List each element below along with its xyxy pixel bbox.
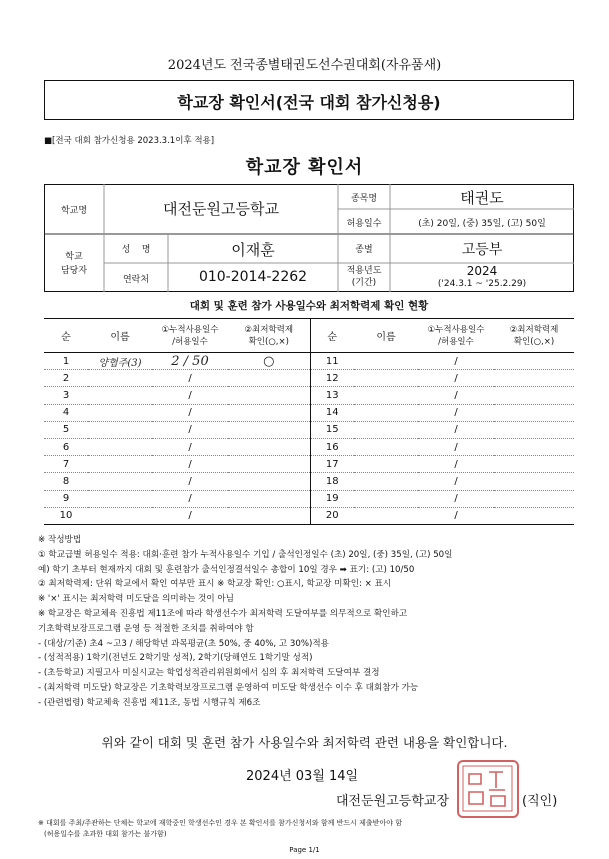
row-name	[354, 370, 418, 387]
row-name	[88, 421, 152, 438]
row-number: 13	[310, 387, 354, 404]
info-table	[44, 184, 574, 292]
row-name	[354, 490, 418, 507]
confirm-text: 위와 같이 대회 및 훈련 참가 사용일수와 최저학력 관련 내용을 확인합니다.	[101, 735, 508, 750]
footnote-1: ※ 대회를 주최/주관하는 단체는 학교에 재학중인 학생선수인 경우 본 확인서를 참가신청서와 함께 반드시 제출받아야 함	[38, 819, 402, 827]
row-name	[88, 370, 152, 387]
table-row	[44, 507, 574, 524]
row-days: /	[418, 404, 494, 421]
row-name	[88, 507, 152, 524]
row-number: 7	[44, 456, 88, 473]
row-grade	[494, 473, 574, 490]
note-line: ① 학교급별 허용일수 적용: 대회·훈련 참가 누적사용일수 기입 / 출석인정일수 (초) 20일, (중) 35일, (고) 50일	[38, 549, 453, 560]
row-grade	[494, 421, 574, 438]
col-name: 이름	[110, 332, 130, 343]
row-grade	[228, 438, 310, 455]
row-grade	[494, 507, 574, 524]
sport-value: 태권도	[460, 189, 504, 207]
school-value: 대전둔원고등학교	[163, 200, 279, 218]
gender-value: 고등부	[461, 242, 503, 258]
col-grade: ②최저학력제 확인(○,×)	[228, 319, 310, 353]
row-days: /	[418, 387, 494, 404]
row-days: /	[418, 507, 494, 524]
row-number: 5	[44, 421, 88, 438]
row-grade	[228, 387, 310, 404]
school-label: 학교명	[60, 206, 88, 216]
row-number: 20	[310, 507, 354, 524]
row-grade	[228, 404, 310, 421]
row-number: 17	[310, 456, 354, 473]
row-name	[88, 404, 152, 421]
form-note: ■[전국 대회 참가신청용 2023.3.1이후 적용]	[44, 136, 215, 146]
days-value: (초) 20일, (중) 35일, (고) 50일	[418, 219, 546, 229]
row-name	[88, 490, 152, 507]
note-line: ※ '×' 표시는 최저학력 미도달을 의미하는 것이 아님	[38, 594, 234, 605]
row-grade	[228, 370, 310, 387]
row-days: /	[418, 353, 494, 370]
row-days: /	[418, 438, 494, 455]
row-name	[354, 387, 418, 404]
box-title: 학교장 확인서(전국 대회 참가신청용)	[177, 93, 441, 112]
officer-label: 학교 담당자	[60, 252, 88, 276]
title-box	[44, 80, 574, 120]
row-number: 19	[310, 490, 354, 507]
row-days: /	[418, 473, 494, 490]
row-days: /	[418, 456, 494, 473]
days-label: 허용일수	[346, 219, 382, 229]
row-grade	[494, 353, 574, 370]
table-row	[44, 387, 574, 404]
table-row	[44, 438, 574, 455]
note-line: ※ 학교장은 학교체육 진흥법 제11조에 따라 학생선수가 최저학력 도달여부를 의무적으로 확인하고	[38, 608, 408, 619]
col-num: 순	[61, 332, 71, 343]
row-grade: ○	[228, 353, 310, 370]
row-days: /	[152, 404, 228, 421]
row-grade	[228, 421, 310, 438]
row-grade	[228, 473, 310, 490]
row-name	[354, 421, 418, 438]
row-number: 18	[310, 473, 354, 490]
official-seal	[457, 760, 519, 818]
contact-label: 연락처	[122, 275, 150, 285]
row-days: /	[418, 370, 494, 387]
gender-label: 종별	[355, 245, 373, 255]
row-number: 2	[44, 370, 88, 387]
signer-name: 대전둔원고등학교장	[336, 794, 450, 809]
seal-pattern	[459, 762, 516, 815]
row-number: 8	[44, 473, 88, 490]
year-label: 적용년도 (기간)	[346, 266, 382, 288]
note-line: - (관련법령) 학교체육 진흥법 제11조, 동법 시행규칙 제6조	[38, 697, 261, 708]
signed-date: 2024년 03월 14일	[246, 769, 359, 784]
row-grade	[494, 490, 574, 507]
col-num-right: 순	[327, 332, 338, 343]
row-grade	[228, 456, 310, 473]
row-days: /	[152, 507, 228, 524]
year-value: 2024	[466, 264, 498, 278]
sport-label: 종목명	[350, 194, 378, 204]
row-number: 1	[44, 353, 88, 370]
row-name: 양협주(3)	[88, 353, 152, 370]
seal-label: (직인)	[522, 794, 558, 809]
row-number: 11	[310, 353, 354, 370]
row-days: /	[418, 421, 494, 438]
row-name	[354, 456, 418, 473]
year-period: ('24.3.1 ~ '25.2.29)	[437, 279, 527, 289]
row-name	[88, 473, 152, 490]
table-row	[44, 370, 574, 387]
row-grade	[494, 370, 574, 387]
notes	[38, 533, 452, 711]
row-number: 14	[310, 404, 354, 421]
row-days: 2 / 50	[152, 353, 228, 370]
table-row	[44, 353, 574, 370]
col-days: ①누적사용일수 /허용일수	[161, 324, 219, 347]
note-line: - (최저학력 미도달) 학교장은 기초학력보장프로그램 운영하여 미도달 학생선수 이수 후 대회참가 가능	[38, 682, 419, 693]
table-row	[44, 490, 574, 507]
row-grade	[494, 404, 574, 421]
row-days: /	[152, 387, 228, 404]
note-line: 기초학력보장프로그램 운영 등 적절한 조치를 취하여야 함	[38, 623, 254, 634]
table-row	[44, 421, 574, 438]
name-label: 성 명	[121, 245, 151, 255]
footnote-2: (허용일수를 초과한 대회 참가는 불가함)	[44, 830, 167, 838]
row-grade	[228, 490, 310, 507]
row-name	[88, 456, 152, 473]
row-number: 15	[310, 421, 354, 438]
event-title: 2024년도 전국종별태권도선수권대회(자유품새)	[167, 58, 442, 73]
row-name	[354, 507, 418, 524]
row-days: /	[152, 421, 228, 438]
row-name	[354, 353, 418, 370]
row-name	[354, 473, 418, 490]
row-grade	[494, 456, 574, 473]
note-line: - (초등학교) 지필고사 미실시교는 학업성적관리위원회에서 심의 후 최저학력 도달여부 결정	[38, 668, 380, 679]
row-number: 16	[310, 438, 354, 455]
page-number: Page 1/1	[289, 846, 320, 854]
row-name	[354, 404, 418, 421]
row-days: /	[152, 473, 228, 490]
col-days-right: ①누적사용일수 /허용일수	[427, 324, 485, 347]
table-row	[44, 456, 574, 473]
row-days: /	[152, 370, 228, 387]
contact-value: 010-2014-2262	[198, 269, 308, 285]
col-name-right: 이름	[376, 332, 396, 343]
row-name	[354, 438, 418, 455]
note-line: 예) 학기 초부터 현재까지 대회 및 훈련참가 출석인정결석일수 총합이 10일 경우 ➡ 표기: (고) 10/50	[38, 564, 415, 575]
note-line: ※ 작성방법	[38, 535, 82, 545]
status-table	[44, 318, 574, 525]
row-days: /	[418, 490, 494, 507]
row-number: 4	[44, 404, 88, 421]
row-number: 3	[44, 387, 88, 404]
row-days: /	[152, 456, 228, 473]
row-number: 12	[310, 370, 354, 387]
row-days: /	[152, 438, 228, 455]
status-grid	[44, 318, 574, 525]
doc-title: 학교장 확인서	[245, 157, 364, 178]
row-number: 9	[44, 490, 88, 507]
col-grade-right: ②최저학력제 확인(○,×)	[509, 324, 559, 347]
table-row	[44, 473, 574, 490]
table-row	[44, 404, 574, 421]
row-grade	[494, 438, 574, 455]
row-days: /	[152, 490, 228, 507]
row-name	[88, 387, 152, 404]
status-title: 대회 및 훈련 참가 사용일수와 최저학력제 확인 현황	[189, 300, 429, 312]
row-grade	[228, 507, 310, 524]
row-name	[88, 438, 152, 455]
row-number: 6	[44, 438, 88, 455]
row-number: 10	[44, 507, 88, 524]
note-line: ② 최저학력제: 단위 학교에서 확인 여부만 표시 ※ 학교장 확인: ○표시, 학교장 미확인: × 표시	[38, 579, 392, 590]
row-grade	[494, 387, 574, 404]
note-line: - (대상/기준) 초4 ~고3 / 해당학년 과목평균(초 50%, 중 40%, 고 30%)적용	[38, 638, 329, 649]
note-line: - (성적적용) 1학기(전년도 2학기말 성적), 2학기(당해연도 1학기말 성적)	[38, 653, 313, 664]
name-value: 이재훈	[231, 241, 275, 259]
